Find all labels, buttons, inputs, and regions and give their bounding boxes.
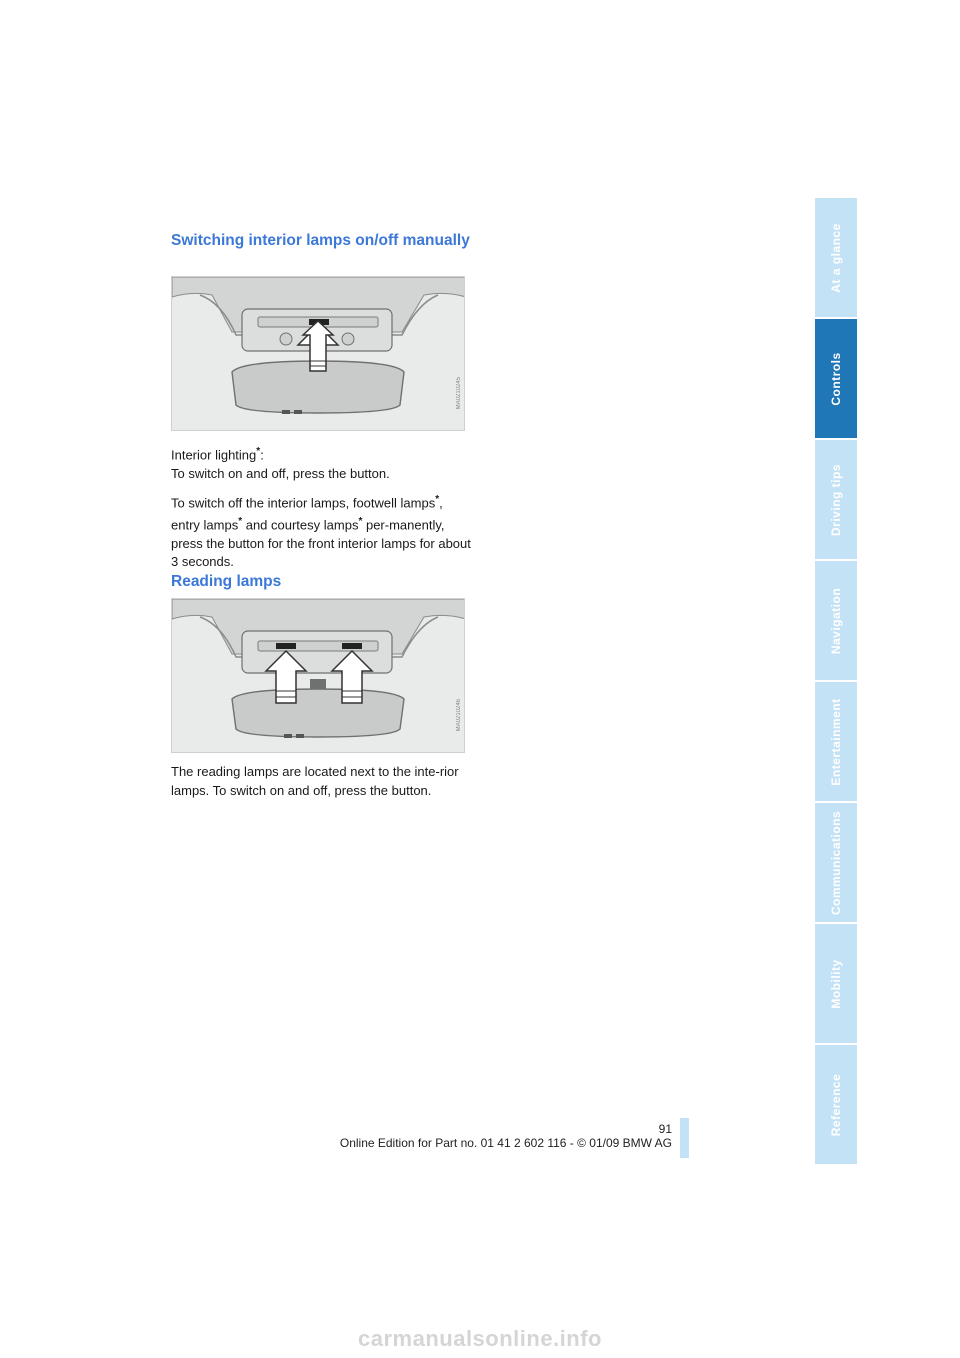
tab-navigation[interactable]: Navigation bbox=[815, 561, 857, 680]
tab-entertainment[interactable]: Entertainment bbox=[815, 682, 857, 801]
reading-lamps-text bbox=[171, 763, 471, 800]
paragraph-switch-off-permanently: To switch off the interior lamps, footwell lamps*, entry lamps* and courtesy lamps* per-manently, press the button for the front interior lamps for about 3 seconds. bbox=[171, 494, 471, 570]
tab-mobility[interactable]: Mobility bbox=[815, 924, 857, 1043]
page-number: 91 bbox=[658, 1122, 672, 1136]
paragraph-reading-lamps: The reading lamps are located next to the inte-rior lamps. To switch on and off, press the button. bbox=[171, 764, 459, 798]
figure-code: MA0210246 bbox=[456, 699, 462, 732]
chapter-tabs bbox=[815, 198, 857, 1166]
footer-bar bbox=[680, 1118, 689, 1158]
tab-reference[interactable]: Reference bbox=[815, 1045, 857, 1164]
watermark: carmanualsonline.info bbox=[358, 1326, 602, 1351]
section-heading: Reading lamps bbox=[171, 573, 282, 590]
figure-code: MA0210245 bbox=[456, 377, 462, 410]
section-interior-lamps bbox=[171, 232, 471, 250]
tab-controls[interactable]: Controls bbox=[815, 319, 857, 438]
roof-console-illustration bbox=[172, 277, 465, 431]
section-heading: Switching interior lamps on/off manually bbox=[171, 232, 470, 249]
optional-equipment-star: * bbox=[256, 446, 261, 457]
tab-communications[interactable]: Communications bbox=[815, 803, 857, 922]
paragraph-interior-lighting: Interior lighting*: bbox=[171, 446, 264, 463]
figure-interior-lamp-button bbox=[171, 276, 465, 431]
section-reading-lamps bbox=[171, 573, 471, 591]
tab-at-a-glance[interactable]: At a glance bbox=[815, 198, 857, 317]
figure-reading-lamp-buttons bbox=[171, 598, 465, 753]
interior-lamps-text bbox=[171, 443, 471, 572]
roof-console-illustration bbox=[172, 599, 465, 753]
paragraph-switch-on-off: To switch on and off, press the button. bbox=[171, 465, 390, 481]
footer-edition: Online Edition for Part no. 01 41 2 602 116 - © 01/09 BMW AG bbox=[339, 1136, 672, 1150]
tab-driving-tips[interactable]: Driving tips bbox=[815, 440, 857, 559]
